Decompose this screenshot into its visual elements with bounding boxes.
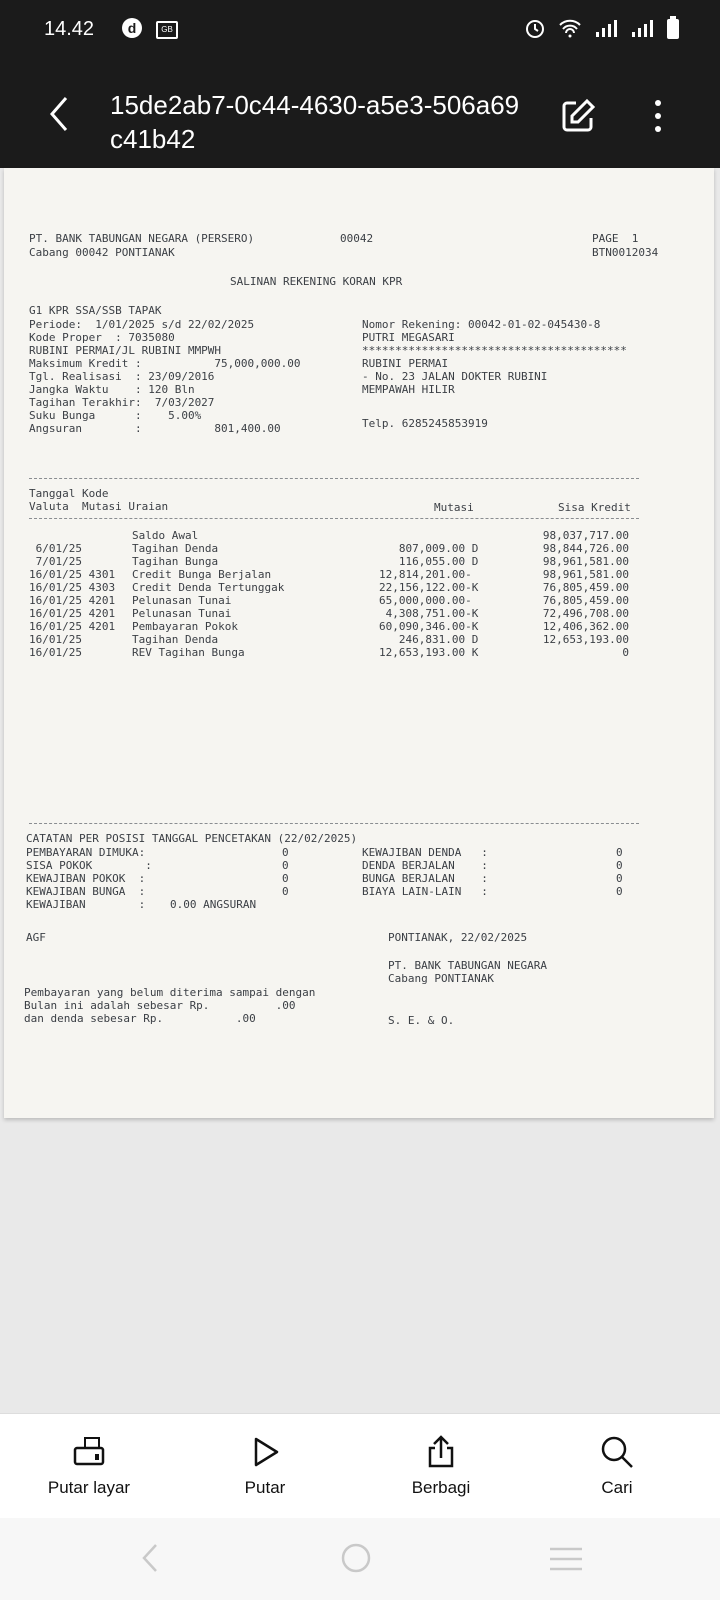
- angsuran-line: 0.00 ANGSURAN: [170, 898, 257, 911]
- transaction-descriptions: Saldo Awal Tagihan Denda Tagihan Bunga Credit Bunga Berjalan Credit Denda Tertunggak Pelunasan Tunai Pelunasan Tunai Pembayaran Pokok Tagihan Denda REV Tagihan Bunga: [132, 529, 285, 659]
- document-title: 15de2ab7-0c44-4630-a5e3-506a69c41b42: [110, 90, 520, 154]
- nav-back-icon[interactable]: [138, 1542, 162, 1574]
- account-info-left: Periode: 1/01/2025 s/d 22/02/2025 Kode Proper : 7035080 RUBINI PERMAI/JL RUBINI MMPWH Maksimum Kredit : 75,000,000.00 Tgl. Realisasi : 23/09/2016 Jangka Waktu : 120 Bln Tagihan Terakhir: 7/03/2027 Suku Bunga : 5.00% Angsuran : 801,400.00: [29, 318, 301, 435]
- signal-icon-1: [594, 18, 618, 38]
- divider-header: [29, 518, 639, 519]
- agf-label: AGF: [26, 931, 46, 944]
- table-header-left: Tanggal Kode Valuta Mutasi Uraian: [29, 487, 169, 513]
- catatan-left-labels: PEMBAYARAN DIMUKA: SISA POKOK : KEWAJIBAN POKOK : KEWAJIBAN BUNGA : KEWAJIBAN :: [26, 846, 152, 911]
- search-label: Cari: [601, 1478, 633, 1497]
- product-label: G1 KPR SSA/SSB TAPAK: [29, 304, 162, 317]
- signal-icon-2: [630, 18, 654, 38]
- divider-top: [29, 478, 639, 479]
- transaction-sisa: 98,037,717.00 98,844,726.00 98,961,581.00 98,961,581.00 76,805,459.00 76,805,459.00 72,496,708.00 12,406,362.00 12,653,193.00 0: [542, 529, 629, 659]
- sef-label: S. E. & O.: [388, 1014, 455, 1027]
- search-button[interactable]: [542, 1434, 692, 1498]
- page-label: PAGE 1: [592, 232, 639, 245]
- notification-gb-icon: GB: [156, 21, 178, 39]
- signature-bank: PT. BANK TABUNGAN NEGARA Cabang PONTIANAK: [388, 959, 547, 985]
- catatan-right-labels: KEWAJIBAN DENDA : DENDA BERJALAN : BUNGA BERJALAN : BIAYA LAIN-LAIN :: [362, 846, 488, 898]
- notification-d-icon: d: [122, 18, 142, 38]
- bottom-toolbar: [0, 1413, 720, 1519]
- transaction-mutasi: 807,009.00 D 116,055.00 D 12,814,201.00- 22,156,122.00-K 65,000,000.00- 4,308,751.00-K 60,090,346.00-K 246,831.00 D 12,653,193.00 K: [379, 542, 479, 659]
- battery-icon: [666, 16, 680, 40]
- account-info-right: Nomor Rekening: 00042-01-02-045430-8 PUTRI MEGASARI **************************************** RUBINI PERMAI - No. 23 JALAN DOKTER RUBINI MEMPAWAH HILIR: [362, 318, 627, 396]
- play-button[interactable]: [190, 1434, 340, 1498]
- document-scan[interactable]: [4, 168, 714, 1118]
- rotate-screen-button[interactable]: [14, 1434, 164, 1498]
- status-icons: [524, 16, 680, 40]
- rotate-screen-icon: [71, 1434, 107, 1470]
- catatan-left-values: 0 0 0 0: [282, 846, 289, 898]
- system-nav-bar: [0, 1518, 720, 1600]
- nav-home-icon[interactable]: [340, 1542, 372, 1574]
- catatan-right-values: 0 0 0 0: [616, 846, 623, 898]
- payment-note: Pembayaran yang belum diterima sampai dengan Bulan ini adalah sebesar Rp. .00 dan denda sebesar Rp. .00: [24, 986, 316, 1025]
- status-bar: [0, 0, 720, 58]
- transaction-dates: 6/01/25 7/01/25 16/01/25 4301 16/01/25 4303 16/01/25 4201 16/01/25 4201 16/01/25 4201 16/01/25 16/01/25: [29, 542, 116, 659]
- doc-title: SALINAN REKENING KORAN KPR: [230, 275, 403, 288]
- branch-label: Cabang 00042 PONTIANAK: [29, 246, 175, 259]
- play-label: Putar: [244, 1478, 286, 1497]
- status-time: 14.42: [44, 18, 95, 40]
- share-button[interactable]: [366, 1434, 516, 1498]
- wifi-icon: [558, 18, 582, 38]
- table-header-mutasi: Mutasi: [434, 501, 474, 514]
- share-icon: [423, 1434, 459, 1470]
- edit-icon[interactable]: [560, 98, 596, 134]
- bank-name: PT. BANK TABUNGAN NEGARA (PERSERO): [29, 232, 255, 245]
- search-icon: [599, 1434, 635, 1470]
- app-bar: [0, 58, 720, 168]
- doc-code: BTN0012034: [592, 246, 659, 259]
- branch-code-top: 00042: [340, 232, 374, 245]
- more-options-icon[interactable]: [652, 98, 664, 134]
- back-arrow-icon[interactable]: [44, 94, 74, 134]
- nav-menu-icon[interactable]: [548, 1546, 584, 1572]
- telephone: Telp. 6285245853919: [362, 417, 488, 430]
- alarm-icon: [524, 17, 546, 39]
- share-label: Berbagi: [411, 1478, 471, 1497]
- divider-bottom: [29, 823, 639, 824]
- place-date: PONTIANAK, 22/02/2025: [388, 931, 528, 944]
- rotate-screen-label: Putar layar: [47, 1478, 131, 1497]
- table-header-sisa: Sisa Kredit: [558, 501, 631, 514]
- catatan-title: CATATAN PER POSISI TANGGAL PENCETAKAN (22/02/2025): [26, 832, 358, 845]
- play-icon: [247, 1434, 283, 1470]
